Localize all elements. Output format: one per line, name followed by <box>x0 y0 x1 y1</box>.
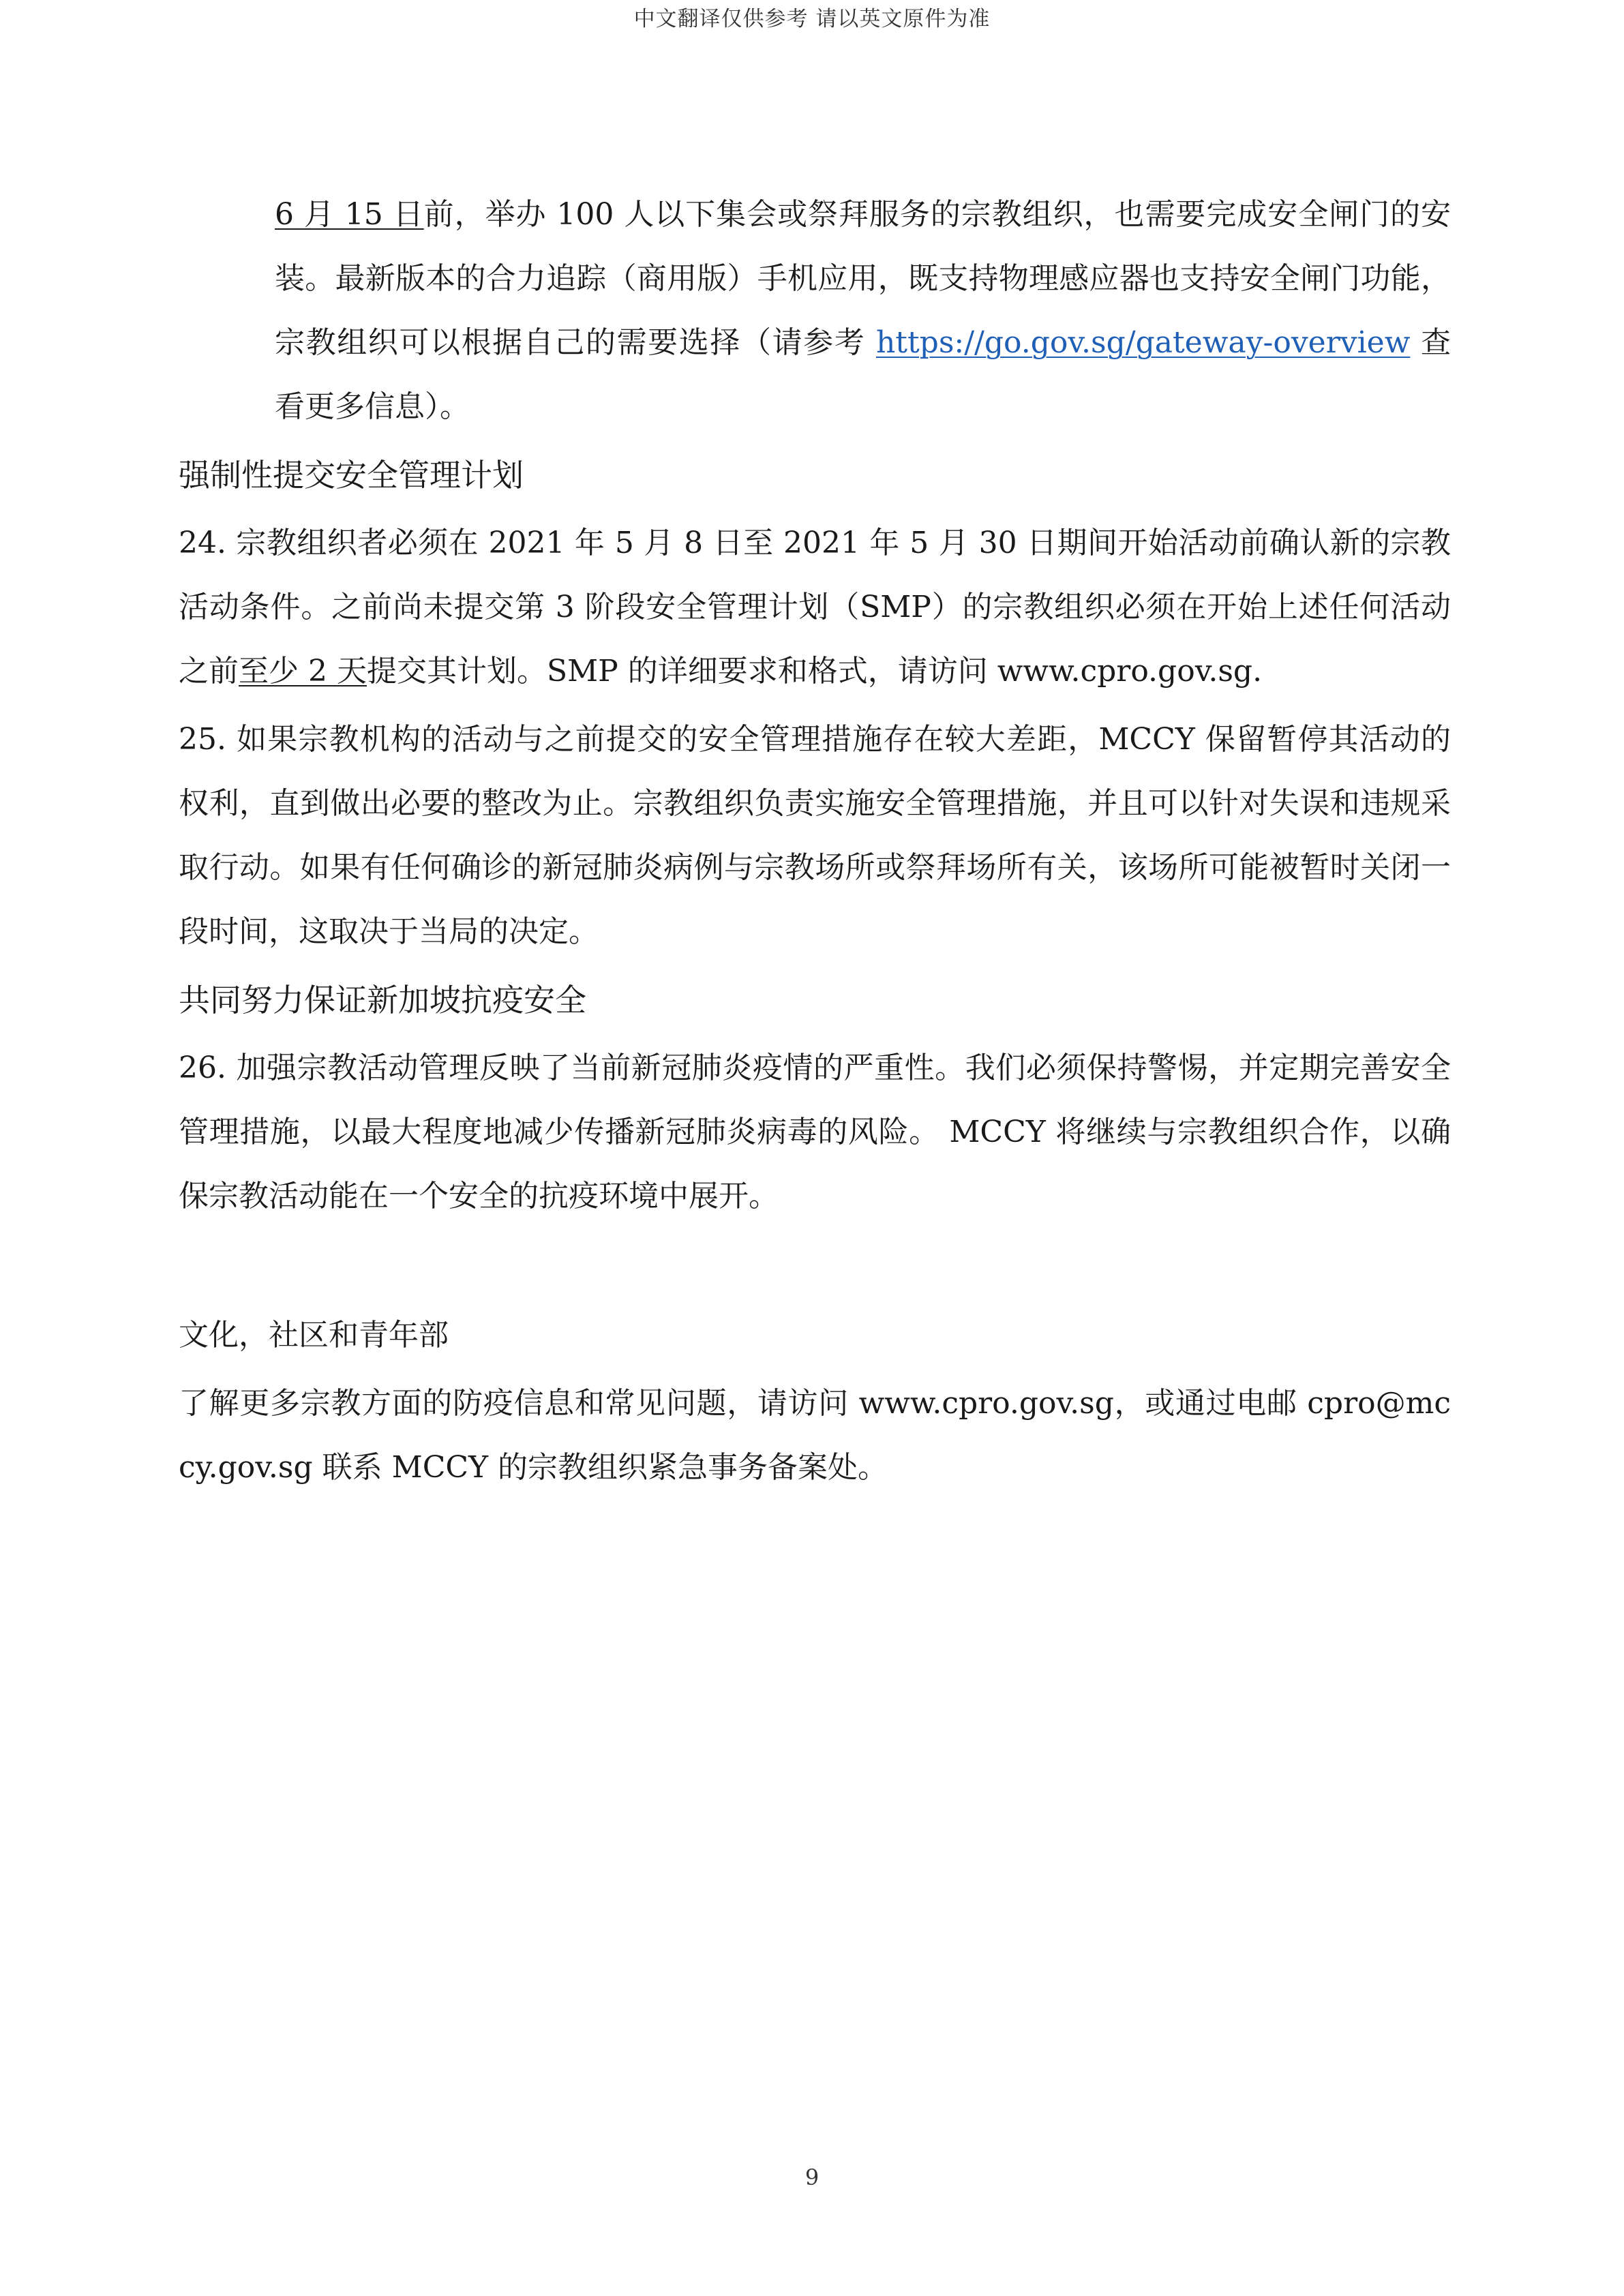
paragraph-25: 25. 如果宗教机构的活动与之前提交的安全管理措施存在较大差距，MCCY 保留暂停其活动的权利，直到做出必要的整改为止。宗教组织负责实施安全管理措施，并且可以针对失误和违规采取行动。如果有任何确诊的新冠肺炎病例与宗教场所或祭拜场所有关，该场所可能被暂时关闭一段时间，这取决于当局的决定。 <box>179 722 1451 949</box>
paragraph-24-text-a: 24. 宗教组织者必须在 2021 年 5 月 8 日至 2021 年 5 月 30 日期间开始活动前确认新的宗教活动条件。之前尚未提交第 3 阶段安全管理计划（SMP）的宗教组织必须在开始上述任何活动之前 <box>179 526 1451 689</box>
intro-text-1: 前，举办 100 人以下集会或祭拜服务的宗教组织，也需要完成安全闸门的安装。最新版本的合力追踪（商用版）手机应用，既支持物理感应器也支持安全闸门功能，宗教组织可以根据自己的需要选择（请参考 <box>275 197 1451 360</box>
smp-section-heading: 强制性提交安全管理计划 <box>179 457 524 494</box>
paragraph-24-text-b: 提交其计划。SMP 的详细要求和格式，请访问 www.cpro.gov.sg. <box>366 654 1263 689</box>
safe-section-heading: 共同努力保证新加坡抗疫安全 <box>179 982 586 1018</box>
paragraph-24 <box>179 511 1451 704</box>
ministry-name: 文化，社区和青年部 <box>179 1318 449 1353</box>
intro-text-2: 查看更多信息）。 <box>275 325 1451 424</box>
deadline-date: 6 月 15 日 <box>275 197 424 232</box>
document-body <box>179 183 1451 1500</box>
contact-paragraph: 了解更多宗教方面的防疫信息和常见问题，请访问 www.cpro.gov.sg，或通过电邮 cpro@mccy.gov.sg 联系 MCCY 的宗教组织紧急事务备案处。 <box>179 1386 1451 1485</box>
gateway-overview-link[interactable]: https://go.gov.sg/gateway-overview <box>875 325 1411 360</box>
min-days-requirement: 至少 2 天 <box>239 654 367 689</box>
intro-paragraph <box>179 183 1451 439</box>
paragraph-26: 26. 加强宗教活动管理反映了当前新冠肺炎疫情的严重性。我们必须保持警惕，并定期完善安全管理措施，以最大程度地减少传播新冠肺炎病毒的风险。 MCCY 将继续与宗教组织合作，以确保宗教活动能在一个安全的抗疫环境中展开。 <box>179 1051 1451 1213</box>
translation-disclaimer: 中文翻译仅供参考 请以英文原件为准 <box>633 7 991 31</box>
page-number: 9 <box>805 2164 819 2190</box>
